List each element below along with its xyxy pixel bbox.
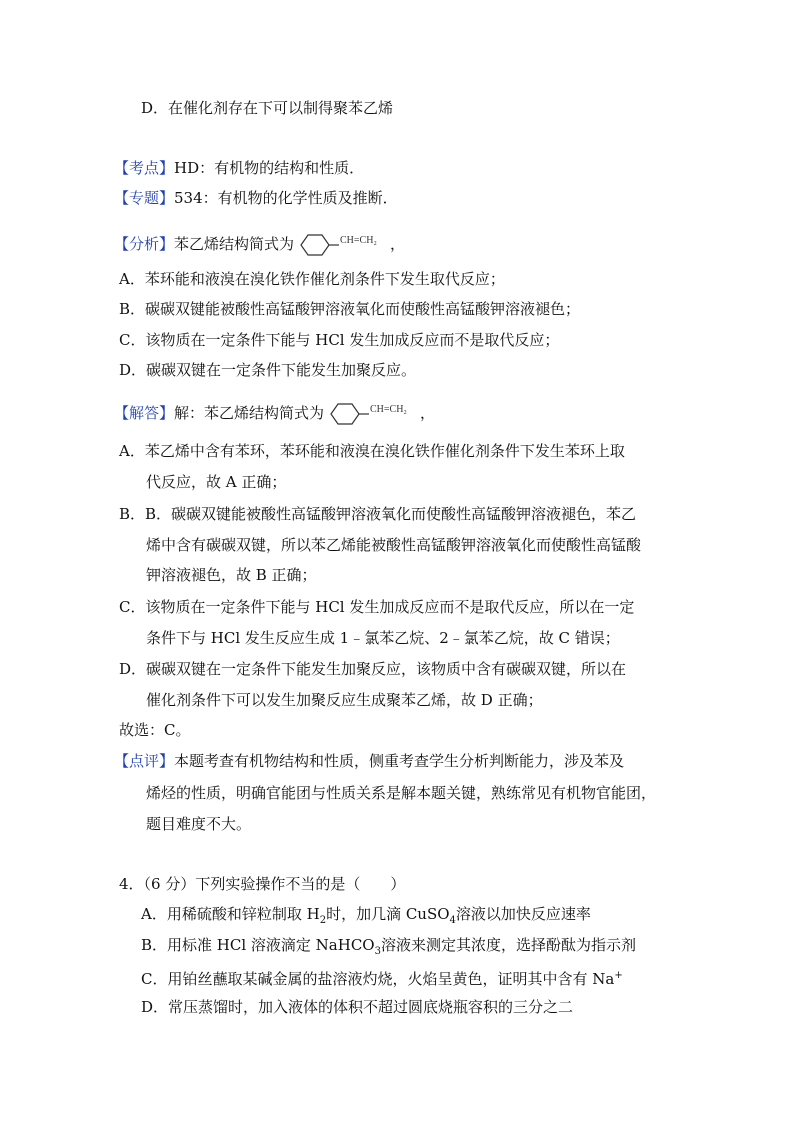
jieda-line-6: C．该物质在一定条件下能与 HCl 发生加成反应而不是取代反应，所以在一定 — [119, 598, 635, 616]
option-c-text: C．用铂丝蘸取某碱金属的盐溶液灼烧，火焰呈黄色，证明其中含有 Na — [141, 970, 615, 988]
jieda-line-5: 钾溶液褪色，故 B 正确； — [146, 566, 317, 584]
jieda-line-4: 烯中含有碳碳双键，所以苯乙烯能被酸性高锰酸钾溶液氧化而使酸性高锰酸 — [146, 536, 642, 554]
zhuanti-tag: 【专题】 — [114, 189, 175, 207]
kaodian-line — [114, 157, 364, 179]
styrene-structure — [296, 231, 388, 259]
fenxi-tag: 【分析】 — [114, 235, 175, 253]
option-a-text-2: 时，加几滴 CuSO — [326, 905, 450, 923]
fenxi-item-b: B．碳碳双键能被酸性高锰酸钾溶液氧化而使酸性高锰酸钾溶液褪色； — [119, 300, 581, 318]
jieda-header — [114, 398, 435, 428]
option-a-text-3: 溶液以加快反应速率 — [455, 905, 591, 923]
fenxi-trail: ， — [390, 235, 406, 253]
option-b-sub: 3 — [374, 946, 381, 957]
jieda-line-8: D．碳碳双键在一定条件下能发生加聚反应，该物质中含有碳碳双键，所以在 — [119, 660, 627, 678]
option-b-text: B．用标准 HCl 溶液滴定 NaHCO — [141, 936, 375, 954]
jieda-line-2: 代反应，故 A 正确； — [146, 473, 287, 491]
dianping-text-1: 本题考查有机物结构和性质，侧重考查学生分析判断能力，涉及苯及 — [174, 752, 625, 770]
fenxi-item-c: C．该物质在一定条件下能与 HCl 发生加成反应而不是取代反应； — [119, 331, 560, 349]
kaodian-tag: 【考点】 — [114, 159, 175, 177]
jieda-trail: ， — [420, 404, 436, 422]
fenxi-item-d: D．碳碳双键在一定条件下能发生加聚反应。 — [119, 361, 417, 379]
question4-option-c — [141, 965, 623, 990]
question4-option-a — [141, 903, 591, 932]
benzene-ring-icon — [326, 400, 418, 428]
question4-option-d: D．常压蒸馏时，加入液体的体积不超过圆底烧瓶容积的三分之二 — [141, 998, 574, 1016]
jieda-line-9: 催化剂条件下可以发生加聚反应生成聚苯乙烯，故 D 正确； — [146, 691, 543, 709]
question4-option-b — [141, 934, 636, 963]
jieda-tag: 【解答】 — [114, 404, 175, 422]
option-b-text-2: 溶液来测定其浓度，选择酚酞为指示剂 — [380, 936, 636, 954]
fenxi-item-a: A．苯环能和液溴在溴化铁作催化剂条件下发生取代反应； — [119, 270, 505, 288]
zhuanti-line — [114, 187, 398, 209]
styrene-label-2: CH=CH₂ — [370, 404, 407, 415]
jieda-line-3: B．B．碳碳双键能被酸性高锰酸钾溶液氧化而使酸性高锰酸钾溶液褪色，苯乙 — [119, 505, 637, 523]
fenxi-lead: 苯乙烯结构简式为 — [174, 235, 295, 253]
jieda-lead: 解：苯乙烯结构简式为 — [174, 404, 325, 422]
kaodian-text: HD：有机物的结构和性质． — [174, 159, 365, 177]
dianping-tag: 【点评】 — [114, 752, 175, 770]
jieda-line-7: 条件下与 HCl 发生反应生成 1﹣氯苯乙烷、2﹣氯苯乙烷，故 C 错误； — [146, 629, 620, 647]
dianping-line-3: 题目难度不大。 — [146, 815, 252, 833]
benzene-ring-icon — [296, 231, 388, 259]
option-a-sub: 2 — [319, 915, 327, 926]
fenxi-header — [114, 229, 405, 259]
jieda-answer: 故选：C。 — [119, 721, 191, 739]
option-a-sub-2: 4 — [449, 915, 456, 926]
prev-option-d: D．在催化剂存在下可以制得聚苯乙烯 — [141, 99, 394, 117]
question4-stem: 4．（6 分）下列实验操作不当的是（ ） — [119, 875, 406, 893]
jieda-line-1: A．苯乙烯中含有苯环，苯环能和液溴在溴化铁作催化剂条件下发生苯环上取 — [119, 442, 625, 460]
zhuanti-text: 534：有机物的化学性质及推断． — [174, 189, 398, 207]
dianping-line-1 — [114, 750, 624, 772]
styrene-structure-2 — [326, 400, 418, 428]
styrene-label: CH=CH₂ — [340, 235, 377, 246]
option-c-sup: + — [614, 970, 623, 981]
dianping-line-2: 烯烃的性质，明确官能团与性质关系是解本题关键，熟练常见有机物官能团， — [146, 784, 657, 802]
option-a-text: A．用稀硫酸和锌粒制取 H — [141, 905, 320, 923]
